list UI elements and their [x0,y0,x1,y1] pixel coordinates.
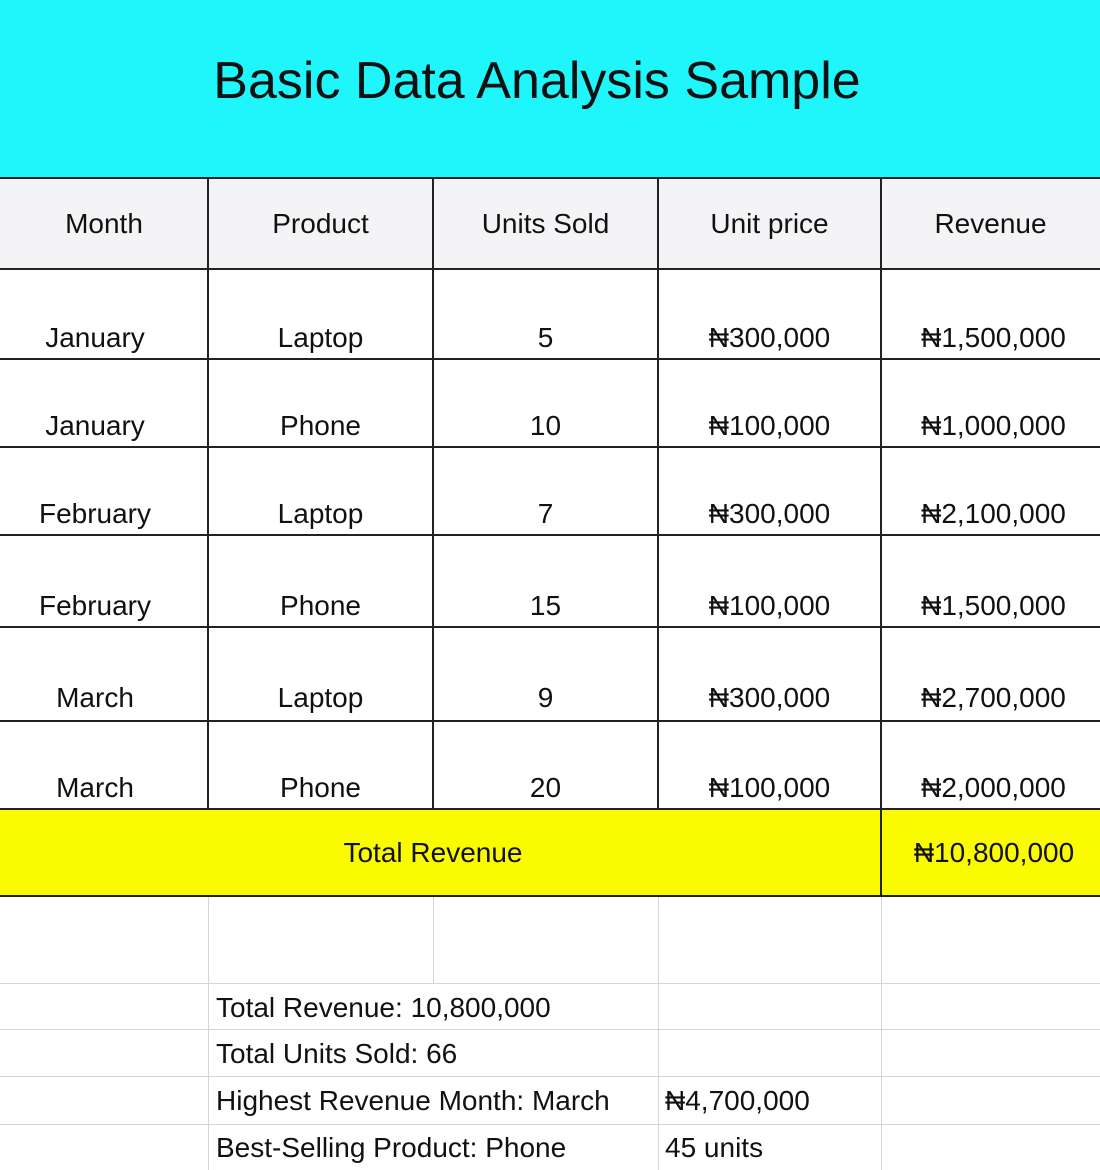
cell-month[interactable]: March [56,772,134,803]
cell-unit-price[interactable]: ₦100,000 [708,590,831,621]
cell-product[interactable]: Laptop [277,498,364,529]
cell-unit-price[interactable]: ₦100,000 [708,772,831,803]
summary-highest-revenue-value[interactable]: ₦4,700,000 [665,1085,810,1116]
cell-month[interactable]: February [38,498,152,529]
grid-line [0,1076,1100,1077]
grid-line [433,897,434,983]
cell-product[interactable]: Phone [280,590,361,621]
summary-best-selling-product[interactable]: Best-Selling Product: Phone [216,1132,567,1163]
cell-revenue[interactable]: ₦2,700,000 [921,682,1066,713]
grid-line [0,983,1100,984]
title-banner [0,0,1100,178]
table-border [432,178,434,810]
header-unit-price[interactable]: Unit price [658,179,881,269]
grid-line [0,1124,1100,1125]
cell-units-sold[interactable]: 7 [537,498,554,529]
table-border [0,268,1100,270]
cell-product[interactable]: Laptop [277,682,364,713]
header-product[interactable]: Product [208,179,433,269]
summary-total-units-sold[interactable]: Total Units Sold: 66 [216,1038,458,1069]
cell-month[interactable]: January [45,410,145,441]
cell-product[interactable]: Phone [280,772,361,803]
grid-line [881,897,882,1170]
table-border [657,178,659,810]
header-revenue[interactable]: Revenue [881,179,1100,269]
cell-month[interactable]: January [45,322,145,353]
cell-revenue[interactable]: ₦1,000,000 [921,410,1066,441]
table-border [0,177,1100,179]
summary-highest-revenue-month[interactable]: Highest Revenue Month: March [216,1085,610,1116]
table-border [0,626,1100,628]
cell-revenue[interactable]: ₦1,500,000 [921,322,1066,353]
cell-unit-price[interactable]: ₦300,000 [708,498,831,529]
cell-units-sold[interactable]: 20 [529,772,562,803]
total-revenue-value[interactable]: ₦10,800,000 [913,837,1075,868]
cell-units-sold[interactable]: 15 [529,590,562,621]
cell-month[interactable]: February [38,590,152,621]
cell-unit-price[interactable]: ₦300,000 [708,322,831,353]
page-title: Basic Data Analysis Sample [213,52,861,110]
table-border [0,720,1100,722]
cell-unit-price[interactable]: ₦300,000 [708,682,831,713]
grid-line [658,897,659,1170]
table-border [0,358,1100,360]
summary-total-revenue[interactable]: Total Revenue: 10,800,000 [216,992,551,1023]
table-border [0,534,1100,536]
cell-unit-price[interactable]: ₦100,000 [708,410,831,441]
header-month[interactable]: Month [0,179,208,269]
header-units-sold[interactable]: Units Sold [433,179,658,269]
cell-product[interactable]: Laptop [277,322,364,353]
cell-units-sold[interactable]: 9 [537,682,554,713]
table-border [0,895,1100,897]
cell-units-sold[interactable]: 10 [529,410,562,441]
table-border [0,808,1100,810]
table-border [207,178,209,810]
table-border [880,178,882,896]
grid-line [208,897,209,1170]
summary-best-selling-units[interactable]: 45 units [665,1132,764,1163]
total-revenue-label[interactable]: Total Revenue [343,837,523,868]
cell-units-sold[interactable]: 5 [537,322,554,353]
cell-revenue[interactable]: ₦1,500,000 [921,590,1066,621]
cell-month[interactable]: March [56,682,134,713]
cell-product[interactable]: Phone [280,410,361,441]
cell-revenue[interactable]: ₦2,000,000 [921,772,1066,803]
table-border [0,446,1100,448]
cell-revenue[interactable]: ₦2,100,000 [921,498,1066,529]
